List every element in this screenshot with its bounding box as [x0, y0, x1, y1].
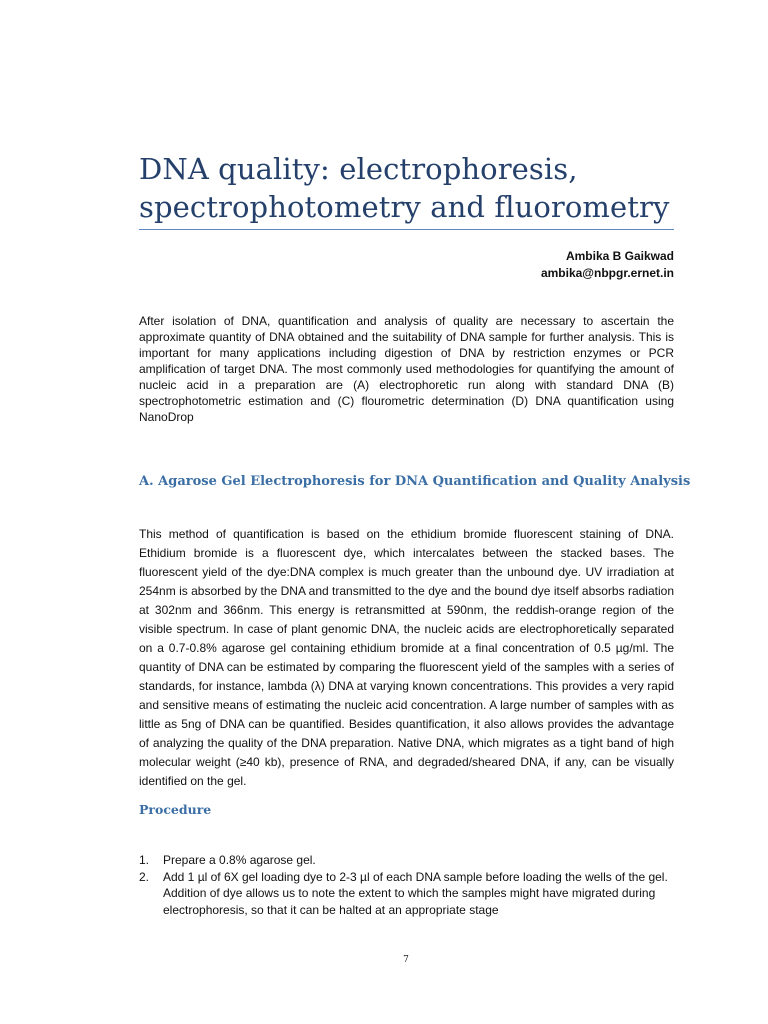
author-block	[541, 248, 674, 282]
title-divider	[139, 229, 674, 230]
step-number: 1.	[139, 853, 150, 867]
procedure-steps	[139, 852, 699, 918]
document-title	[139, 150, 699, 226]
procedure-step	[139, 852, 699, 869]
title-line-2: spectrophotometry and fluorometry	[139, 190, 670, 224]
intro-paragraph: After isolation of DNA, quantification and analysis of quality are necessary to ascertain the approximate quantity of DNA obtained and the suitability of DNA sample for further analysis. This is important for many applications including digestion of DNA by restriction enzymes or PCR amplification of target DNA. The most commonly used methodologies for quantifying the amount of nucleic acid in a preparation are (A) electrophoretic run along with standard DNA (B) spectrophotometric estimation and (C) flourometric determination (D) DNA quantification using NanoDrop	[139, 314, 674, 424]
section-a-body: This method of quantification is based on the ethidium bromide fluorescent staining of DNA. Ethidium bromide is a fluorescent dye, which intercalates between the stacked bases. The fluorescent yield of the dye:DNA complex is much greater than the unbound dye. UV irradiation at 254nm is absorbed by the DNA and transmitted to the dye and the bound dye itself absorbs radiation at 302nm and 366nm. This energy is retransmitted at 590nm, the reddish-orange region of the visible spectrum. In case of plant genomic DNA, the nucleic acids are electrophoretically separated on a 0.7-0.8% agarose gel containing ethidium bromide at a final concentration of 0.5 µg/ml. The quantity of DNA can be estimated by comparing the fluorescent yield of the samples with a series of standards, for instance, lambda (λ) DNA at varying known concentrations. This provides a very rapid and sensitive means of estimating the nucleic acid concentration. A large number of samples with as little as 5ng of DNA can be quantified. Besides quantification, it also allows provides the advantage of analyzing the quality of the DNA preparation. Native DNA, which migrates as a tight band of high molecular weight (≥40 kb), presence of RNA, and degraded/sheared DNA, if any, can be visually identified on the gel.	[139, 527, 674, 788]
step-text: Prepare a 0.8% agarose gel.	[163, 853, 316, 867]
procedure-heading: Procedure	[139, 802, 212, 817]
step-number: 2.	[139, 869, 150, 884]
author-email: ambika@nbpgr.ernet.in	[540, 266, 674, 280]
procedure-step	[139, 869, 699, 919]
page-number: 7	[403, 955, 409, 965]
title-line-1: DNA quality: electrophoresis,	[139, 152, 578, 186]
author-name: Ambika B Gaikwad	[565, 249, 674, 263]
section-a-heading: A. Agarose Gel Electrophoresis for DNA Quantification and Quality Analysis	[139, 474, 691, 489]
step-text: Add 1 µl of 6X gel loading dye to 2-3 µl of each DNA sample before loading the wells of the gel. Addition of dye allows us to note the extent to which the samples might have migrated during electrophoresis, so that it can be halted at an appropriate stage	[163, 869, 668, 917]
